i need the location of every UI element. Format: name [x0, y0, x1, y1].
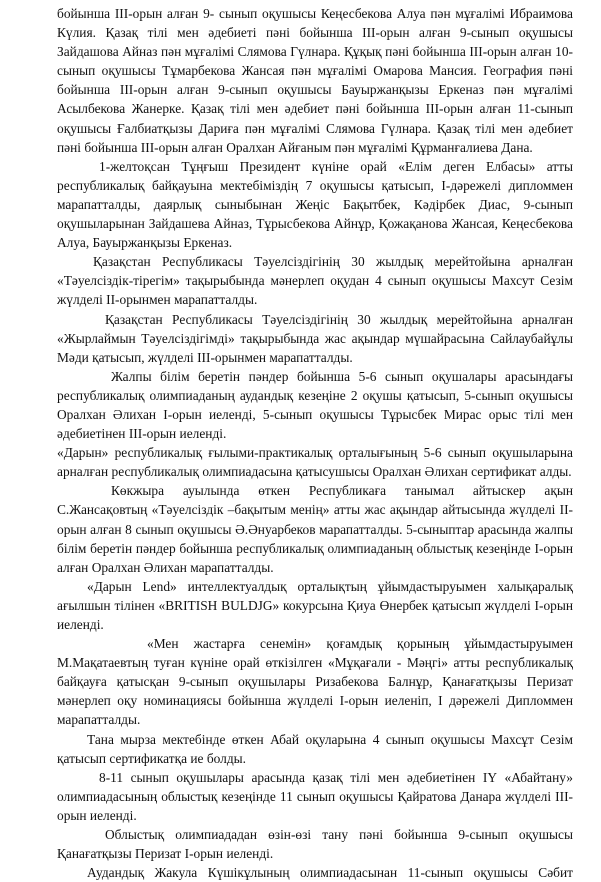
paragraph-mukagali-contest: «Мен жастарға сенемін» қоғамдық қорының ұйымдастыруымен М.Мақатаевтың туған күніне орай өткізілген «Мұқағали - Мәңгі» атты республикалық байқауға қатысқан 9-сынып оқушылары Ризабекова Балнұр, Қанағатқызы Перизат мәнерлеп оқу номинациясы бойынша жүлделі І-орын иеленіп, І дәрежелі Дипломмен марапатталды. — [57, 636, 573, 728]
paragraph-subject-winners: бойынша ІІІ-орын алған 9- сынып оқушысы Кеңесбекова Алуа пән мұғалімі Ибраимова Күлия. Қазақ тілі мен әдебиеті пәні бойынша ІІІ-орын алған 9-сынып оқушысы Зайдашова Айназ пән мұғалімі Слямова Гүлнара. Құқық пәні бойынша ІІІ-орын алған 10-сынып оқушысы Тұмарбекова Жансая пән мұғалімі Омарова Мансия. География пәні бойынша ІІІ-орын алған 9-сынып оқушысы Бауыржанқызы Еркеназ пән мұғалімі Асылбекова Жанерке. Қазақ тілі мен әдебиет пәні бойынша ІІІ-орын алған 11-сынып оқушысы Ғалбиатқызы Дариға пән мұғалімі Слямова Гүлнара. Қазақ тілі мен әдебиет пәні бойынша ІІІ-орын алған Оралхан Айғаным пән мұғалімі Құрманғалиева Дана. — [57, 6, 573, 155]
paragraph-self-knowledge-olympiad: Облыстық олимпиададан өзін-өзі тану пәні бойынша 9-сынып оқушысы Қанағатқызы Перизат І-орын иеленді. — [57, 827, 573, 862]
paragraph-kokzhyra-aitys: Көкжыра ауылында өткен Республикаға танымал айтыскер ақын С.Жансақовтың «Тәуелсіздік –бақытым менің» атты жас ақындар айтысында жүлделі ІІ-орын алған 8 сынып оқушысы Ә.Әнуарбеков марапатталды. 5-сыныптар арасында жалпы білім беретін пәндер бойынша республикалық олимпиаданың облыстық кезеңінде І-орын алған Оралхан Әлихан марапатталды. — [57, 483, 573, 575]
paragraph-zhyrlaimyn: Қазақстан Республикасы Тәуелсіздігінің 30 жылдық мерейтойына арналған «Жырлаймын Тәуелсіздігімді» тақырыбында жас ақындар мүшайрасына Сайлаубайұлы Мәди қатысып, жүлделі ІІІ-орынмен марапатталды. — [57, 311, 573, 365]
paragraph-british-contest: «Дарын Lend» интеллектуалдық орталықтың ұйымдастыруымен халықаралық ағылшын тілінен «BRITISH BULDJG» кокурсына Қиуа Өнербек қатысып жүлделі І-орын иеленді. — [57, 578, 573, 632]
paragraph-daryn-olympiad: «Дарын» республикалық ғылыми-практикалық орталығының 5-6 сынып оқушыларына арналған республикалық олимпиадасына қатысушысы Оралхан Әлихан сертификат алды. — [57, 445, 573, 480]
paragraph-elim-degen-elbasy: 1-желтоқсан Тұңғыш Президент күніне орай «Елім деген Елбасы» атты республикалық байқауына мектебіміздің 7 оқушысы қатысып, І-дәрежелі дипломмен марапатталды, даярлық сыныбынан Жеңіс Бақытбек, Кәдірбек Диас, 9-сынып оқушыларынан Зайдашева Айназ, Тұрысбекова Айнұр, Қожақанова Жансая, Кеңесбекова Алуа, Бауыржанқызы Еркеназ. — [57, 158, 573, 251]
paragraph-tauelsizdik-tiregim: Қазақстан Республикасы Тәуелсіздігінің 30 жылдық мерейтойына арналған «Тәуелсіздік-тірегім» тақырыбында мәнерлеп оқудан 4 сынып оқушысы Махсут Сезім жүлделі ІІ-орынмен марапатталды. — [57, 254, 573, 308]
paragraph-zhakula-olympiad: Аудандық Жакула Күшікұлының олимпиадасынан 11-сынып оқушысы Сәбит — [87, 865, 573, 881]
paragraph-district-olympiad: Жалпы білім беретін пәндер бойынша 5-6 сынып оқушалары арасындағы республикалық олимпиаданың аудандық кезеңіне 2 оқушы қатысып, 5-сынып оқушысы Оралхан Әлихан І-орын иеленді, 5-сынып оқушысы Тұрысбек Мирас орыс тілі мен әдебиетінен ІІІ-орын иеленді. — [57, 368, 573, 442]
document-body — [57, 4, 573, 882]
paragraph-abai-readings: Тана мырза мектебінде өткен Абай оқуларына 4 сынып оқушысы Махсұт Сезім қатысып сертификатқа ие болды. — [57, 731, 573, 766]
paragraph-abaitanu-olympiad: 8-11 сынып оқушылары арасында қазақ тілі мен әдебиетінен ІҮ «Абайтану» олимпиадасының облыстық кезеңінде 11 сынып оқушысы Қайратова Данара жүлделі ІІІ-орын иеленді. — [57, 769, 573, 823]
